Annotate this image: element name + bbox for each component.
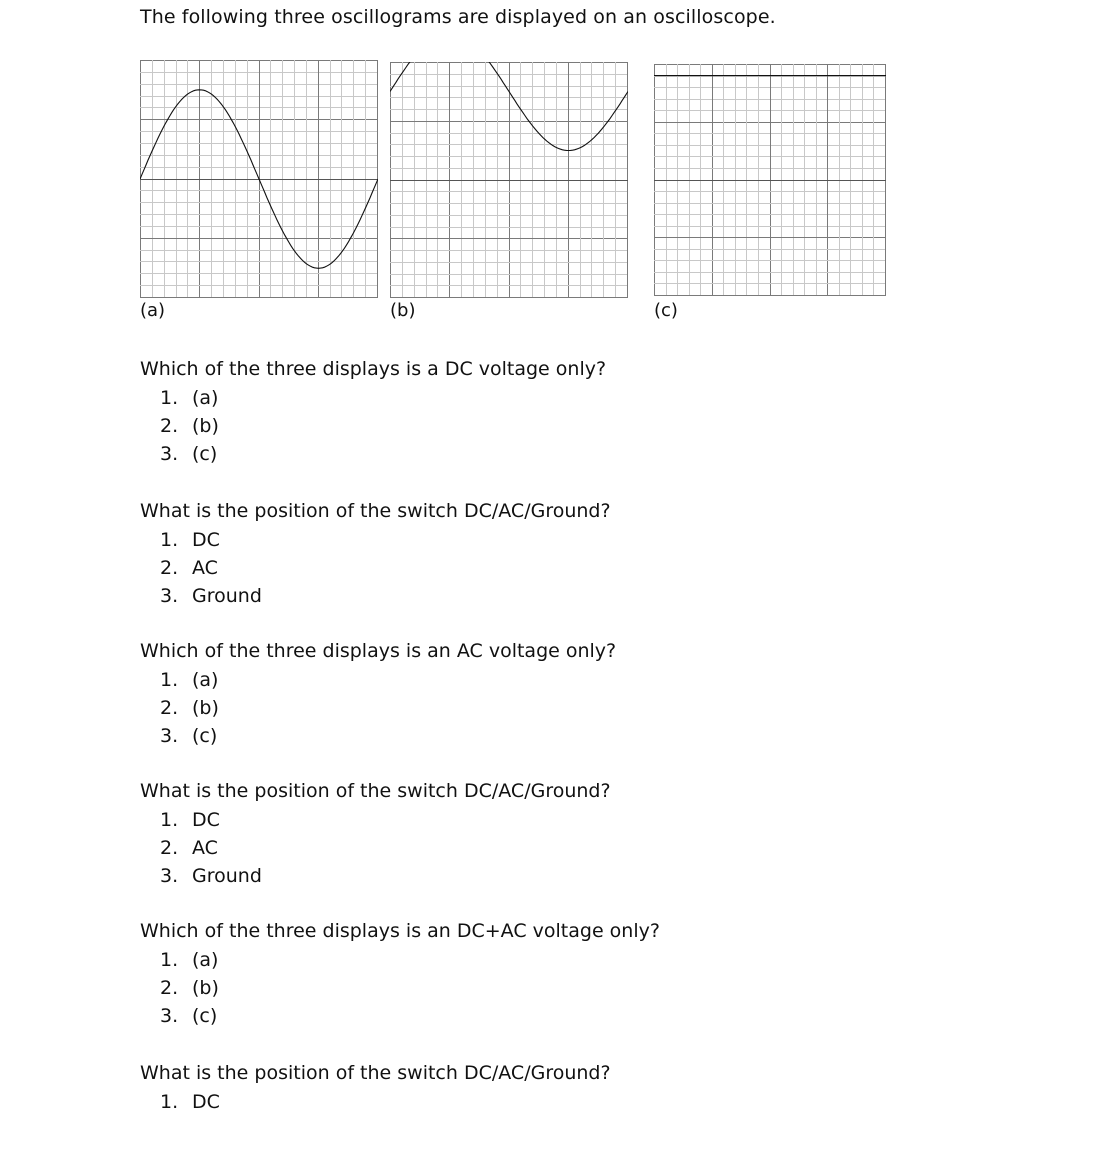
option-number: 1. — [160, 529, 179, 551]
option-label: (c) — [192, 725, 218, 747]
option-item[interactable] — [160, 1002, 900, 1030]
option-number: 2. — [160, 415, 179, 437]
question-2-text: What is the position of the switch DC/AC/Ground? — [140, 500, 611, 522]
option-item[interactable] — [160, 806, 900, 834]
oscillogram-c — [654, 64, 886, 296]
option-number: 3. — [160, 1005, 179, 1027]
question-2 — [140, 498, 900, 610]
oscillogram-b-grid — [390, 62, 628, 298]
option-item[interactable] — [160, 862, 900, 890]
option-item[interactable] — [160, 974, 900, 1002]
option-item[interactable] — [160, 666, 900, 694]
option-label: (b) — [192, 697, 219, 719]
oscillogram-a — [140, 60, 378, 298]
oscillogram-c-screen — [654, 64, 886, 296]
question-5-options — [140, 946, 900, 1030]
question-1 — [140, 356, 900, 468]
question-1-text: Which of the three displays is a DC voltage only? — [140, 358, 607, 380]
option-label: Ground — [192, 585, 262, 607]
question-5 — [140, 918, 900, 1030]
option-label: (a) — [192, 949, 219, 971]
option-number: 3. — [160, 443, 179, 465]
option-label: (c) — [192, 443, 218, 465]
question-3 — [140, 638, 900, 750]
option-label: (b) — [192, 415, 219, 437]
question-4-text: What is the position of the switch DC/AC/Ground? — [140, 780, 611, 802]
option-label: DC — [192, 809, 220, 831]
option-item[interactable] — [160, 526, 900, 554]
question-3-text: Which of the three displays is an AC voltage only? — [140, 640, 617, 662]
oscillogram-b-label: (b) — [390, 300, 416, 321]
question-5-text: Which of the three displays is an DC+AC voltage only? — [140, 920, 660, 942]
option-item[interactable] — [160, 834, 900, 862]
question-6-text: What is the position of the switch DC/AC/Ground? — [140, 1062, 611, 1084]
option-item[interactable] — [160, 722, 900, 750]
oscillogram-c-grid — [654, 64, 886, 296]
option-label: DC — [192, 529, 220, 551]
option-number: 1. — [160, 1091, 179, 1113]
option-label: (a) — [192, 669, 219, 691]
option-number: 2. — [160, 977, 179, 999]
option-number: 2. — [160, 557, 179, 579]
question-4 — [140, 778, 900, 890]
option-number: 1. — [160, 809, 179, 831]
oscillogram-a-screen — [140, 60, 378, 298]
option-item[interactable] — [160, 1088, 900, 1116]
option-number: 1. — [160, 387, 179, 409]
oscillogram-b — [390, 62, 628, 298]
option-number: 1. — [160, 669, 179, 691]
question-1-options — [140, 384, 900, 468]
oscillogram-a-label: (a) — [140, 300, 166, 321]
option-number: 3. — [160, 865, 179, 887]
question-4-options — [140, 806, 900, 890]
option-item[interactable] — [160, 946, 900, 974]
intro-text: The following three oscillograms are displayed on an oscilloscope. — [140, 6, 776, 28]
question-6 — [140, 1060, 900, 1116]
option-number: 2. — [160, 837, 179, 859]
option-item[interactable] — [160, 582, 900, 610]
option-label: (a) — [192, 387, 219, 409]
option-number: 1. — [160, 949, 179, 971]
option-item[interactable] — [160, 412, 900, 440]
question-6-options — [140, 1088, 900, 1116]
option-item[interactable] — [160, 384, 900, 412]
option-item[interactable] — [160, 440, 900, 468]
question-2-options — [140, 526, 900, 610]
option-label: AC — [192, 557, 218, 579]
oscillogram-b-screen — [390, 62, 628, 298]
option-number: 3. — [160, 585, 179, 607]
option-label: Ground — [192, 865, 262, 887]
option-number: 2. — [160, 697, 179, 719]
option-number: 3. — [160, 725, 179, 747]
option-label: AC — [192, 837, 218, 859]
option-item[interactable] — [160, 694, 900, 722]
option-label: DC — [192, 1091, 220, 1113]
option-item[interactable] — [160, 554, 900, 582]
option-label: (b) — [192, 977, 219, 999]
oscillogram-c-label: (c) — [654, 300, 678, 321]
option-label: (c) — [192, 1005, 218, 1027]
question-3-options — [140, 666, 900, 750]
